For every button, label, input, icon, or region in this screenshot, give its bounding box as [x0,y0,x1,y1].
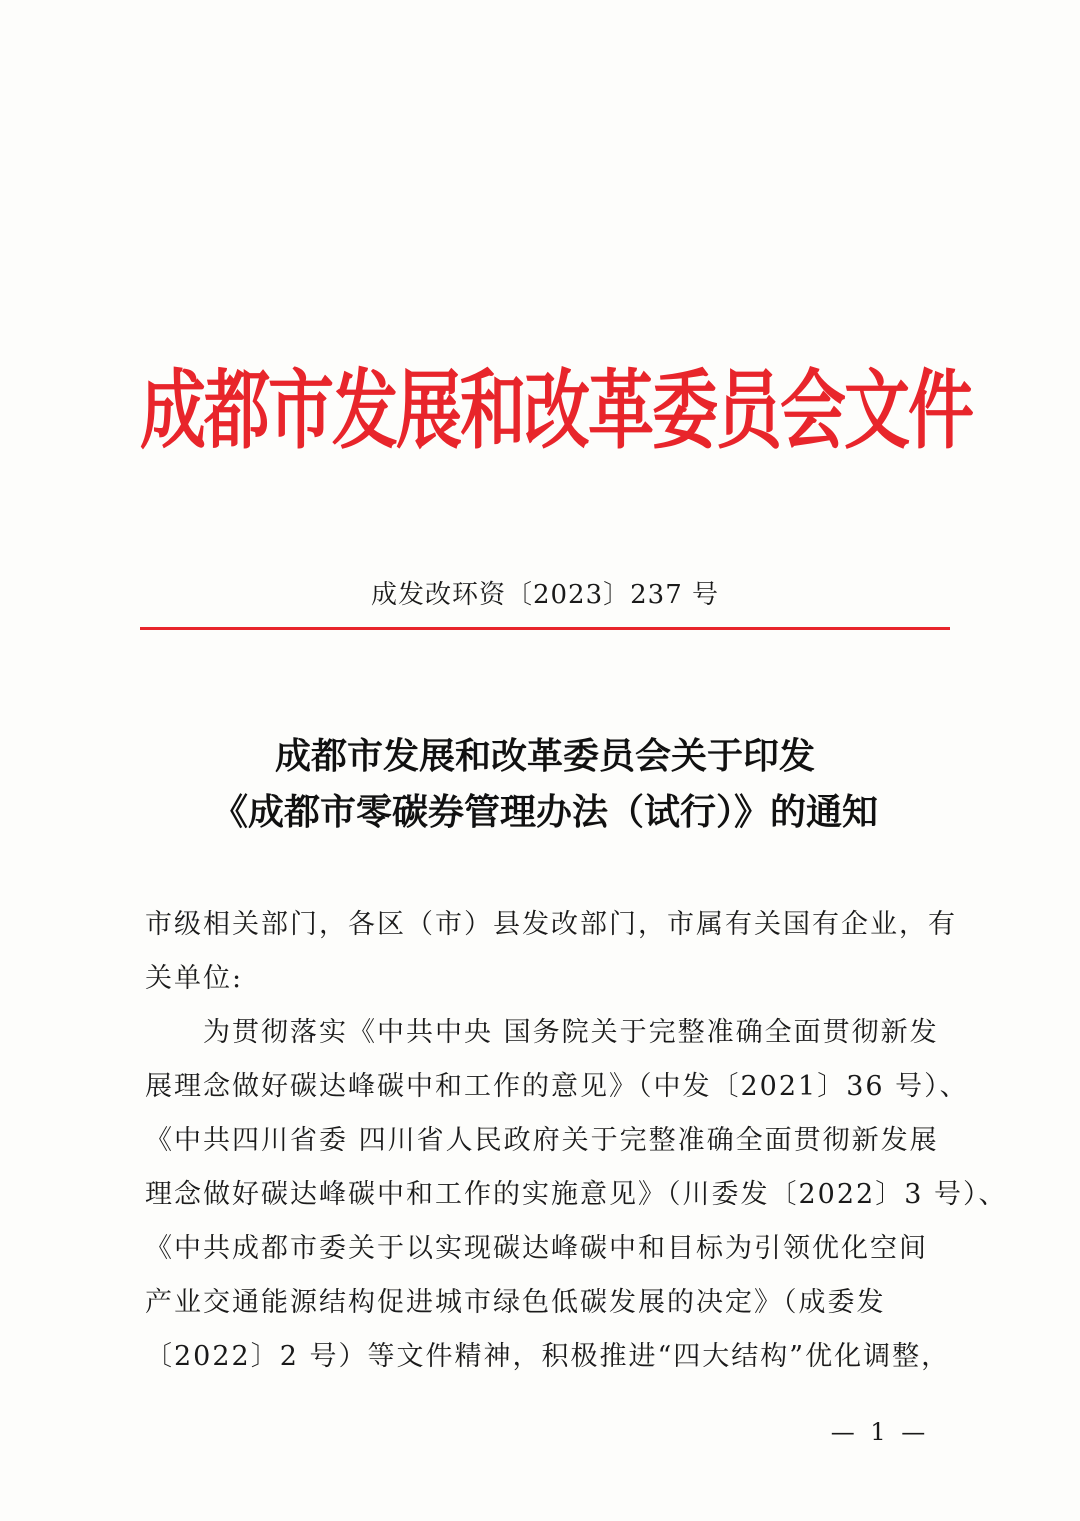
body-line: 产业交通能源结构促进城市绿色低碳发展的决定》（成委发 [145,1287,886,1318]
red-divider-line [140,627,950,630]
body-line: 〔2022〕2 号）等文件精神，积极推进“四大结构”优化调整， [145,1341,951,1372]
masthead-title: 成都市发展和改革委员会文件 [140,359,972,461]
notice-title [140,728,950,840]
body-line: 展理念做好碳达峰碳中和工作的意见》（中发〔2021〕36 号）、 [145,1071,969,1102]
body-line: 《中共四川省委 四川省人民政府关于完整准确全面贯彻新发展 [145,1125,939,1156]
body-line: 市级相关部门，各区（市）县发改部门，市属有关国有企业，有 [145,909,957,940]
notice-title-line-2: 《成都市零碳券管理办法（试行）》的通知 [211,791,878,833]
body-line: 理念做好碳达峰碳中和工作的实施意见》（川委发〔2022〕3 号）、 [145,1179,1008,1210]
body-line: 《中共成都市委关于以实现碳达峰碳中和目标为引领优化空间 [145,1233,928,1264]
page-number: — 1 — [830,1418,930,1446]
body-text [145,898,1008,1384]
body-line: 关单位: [145,963,244,994]
body-line: 为贯彻落实《中共中央 国务院关于完整准确全面贯彻新发 [203,1017,939,1048]
document-number: 成发改环资〔2023〕237 号 [370,580,720,610]
notice-title-line-1: 成都市发展和改革委员会关于印发 [274,735,815,777]
